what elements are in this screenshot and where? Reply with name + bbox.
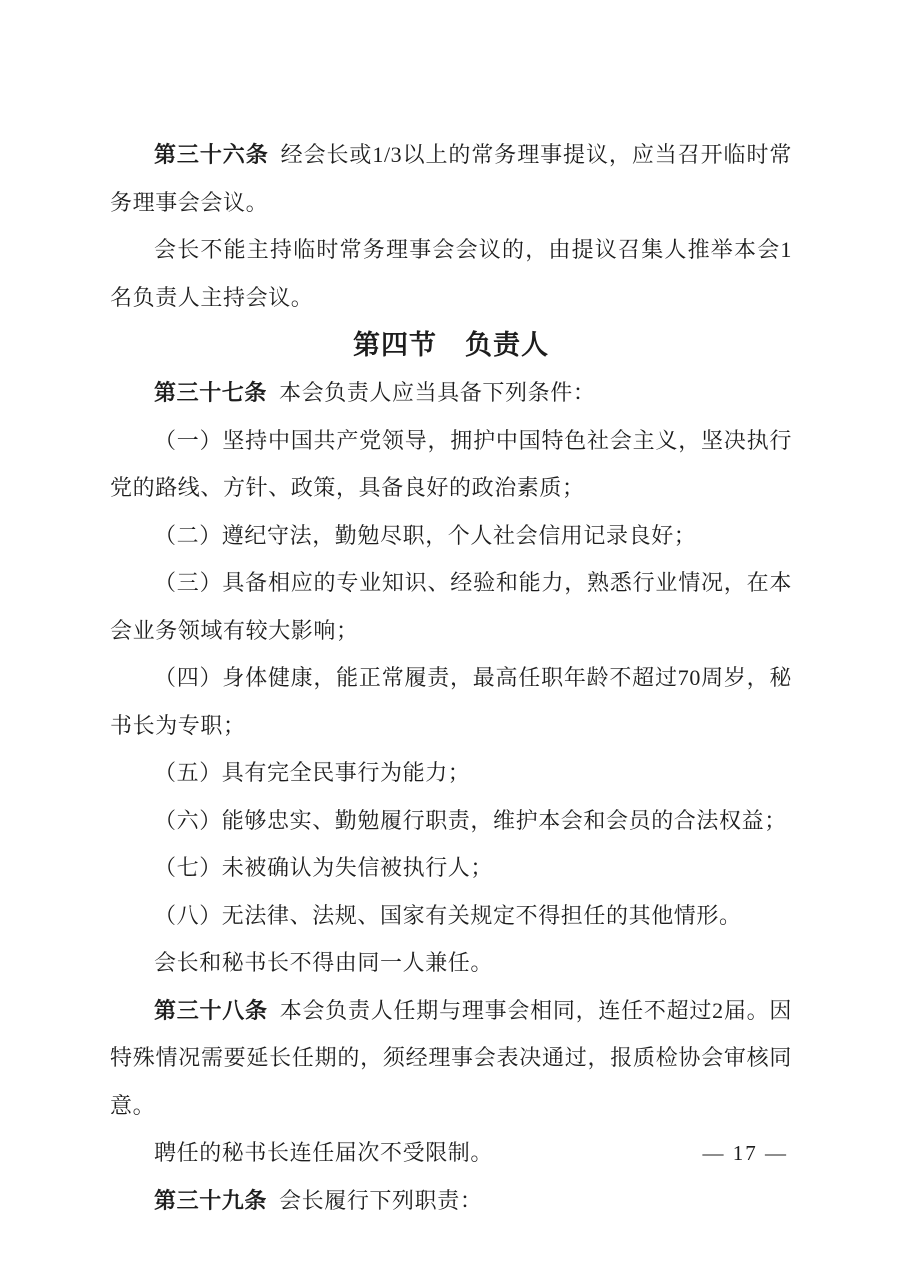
paragraph: （一）坚持中国共产党领导，拥护中国特色社会主义，坚决执行党的路线、方针、政策，具备良好的政治素质； — [110, 427, 792, 500]
section-heading: 第四节 负责人 — [353, 330, 549, 360]
paragraph: 第三十六条 经会长或1/3以上的常务理事提议，应当召开临时常务理事会会议。 — [110, 142, 792, 215]
article-number: 第三十七条 — [154, 380, 268, 405]
paragraph: 第三十七条 本会负责人应当具备下列条件： — [154, 380, 596, 405]
paragraph: （三）具备相应的专业知识、经验和能力，熟悉行业情况，在本会业务领域有较大影响； — [110, 570, 792, 643]
paragraph: 会长和秘书长不得由同一人兼任。 — [154, 950, 494, 975]
paragraph: （七）未被确认为失信被执行人； — [154, 855, 494, 880]
article-number: 第三十六条 — [154, 142, 269, 167]
document-content — [110, 131, 792, 1224]
paragraph: （四）身体健康，能正常履责，最高任职年龄不超过70周岁，秘书长为专职； — [110, 665, 792, 738]
paragraph: （八）无法律、法规、国家有关规定不得担任的其他情形。 — [154, 902, 742, 928]
paragraph: 会长不能主持临时常务理事会会议的，由提议召集人推举本会1名负责人主持会议。 — [110, 237, 792, 310]
paragraph: 第三十八条 本会负责人任期与理事会相同，连任不超过2届。因特殊情况需要延长任期的，须经理事会表决通过，报质检协会审核同意。 — [110, 997, 792, 1118]
paragraph: 第三十九条 会长履行下列职责： — [154, 1187, 483, 1213]
paragraph: 聘任的秘书长连任届次不受限制。 — [154, 1140, 494, 1165]
article-number: 第三十九条 — [154, 1187, 268, 1213]
page-number: — 17 — — [702, 1141, 788, 1165]
paragraph: （六）能够忠实、勤勉履行职责，维护本会和会员的合法权益； — [154, 807, 787, 833]
paragraph: （二）遵纪守法，勤勉尽职，个人社会信用记录良好； — [154, 522, 697, 548]
article-number: 第三十八条 — [154, 997, 268, 1023]
paragraph: （五）具有完全民事行为能力； — [154, 760, 471, 785]
